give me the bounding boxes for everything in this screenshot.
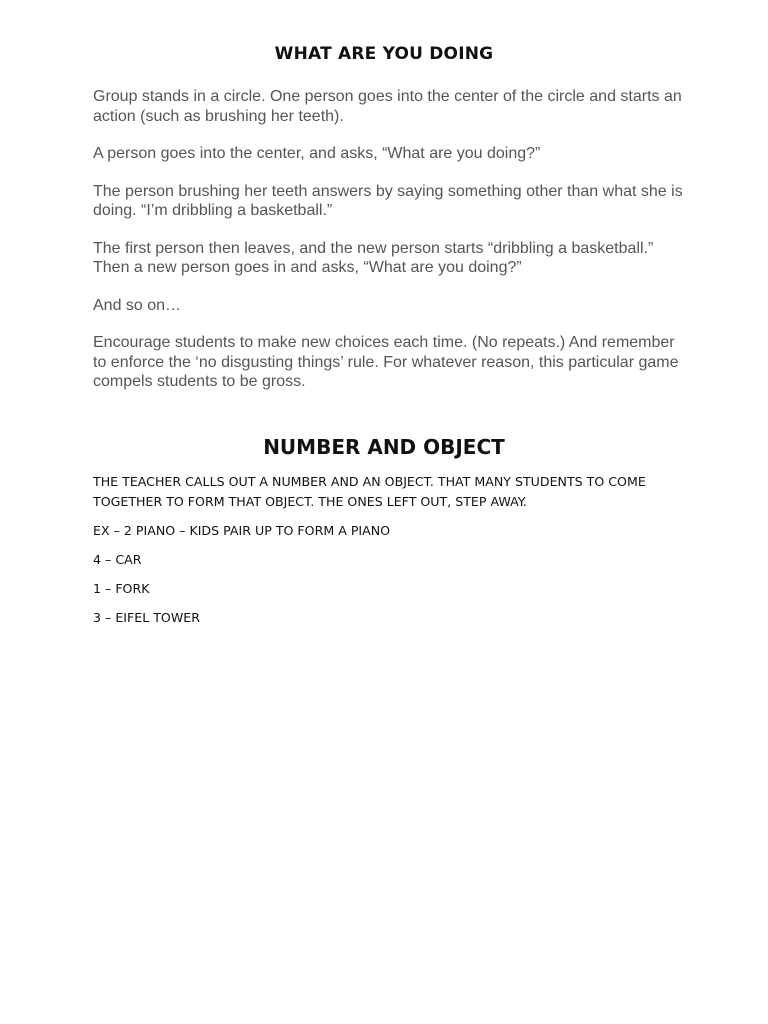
list-item: 3 – EIFEL TOWER: [93, 610, 200, 625]
paragraph: The person brushing her teeth answers by saying something other than what she is doing. “I’m dribbling a basketball.”: [93, 182, 683, 219]
section-number-and-object: [93, 472, 683, 637]
paragraph: Group stands in a circle. One person goes into the center of the circle and starts an action (such as brushing her teeth).: [93, 88, 682, 125]
section-title-what-are-you-doing: WHAT ARE YOU DOING: [274, 44, 494, 64]
list-item: 4 – CAR: [93, 552, 142, 567]
paragraph: THE TEACHER CALLS OUT A NUMBER AND AN OBJECT. THAT MANY STUDENTS TO COME TOGETHER TO FORM THAT OBJECT. THE ONES LEFT OUT, STEP AWAY.: [93, 474, 646, 509]
list-item: 1 – FORK: [93, 581, 150, 596]
paragraph: Encourage students to make new choices each time. (No repeats.) And remember to enforce the ‘no disgusting things’ rule. For whatever reason, this particular game compels students to be gross.: [93, 334, 679, 390]
paragraph: And so on…: [93, 296, 182, 314]
paragraph: A person goes into the center, and asks, “What are you doing?”: [93, 145, 541, 162]
section-title-number-and-object: NUMBER AND OBJECT: [263, 435, 505, 459]
list-item: EX – 2 PIANO – KIDS PAIR UP TO FORM A PIANO: [93, 523, 391, 538]
section-what-are-you-doing: [93, 87, 683, 410]
paragraph: The first person then leaves, and the new person starts “dribbling a basketball.” Then a new person goes in and asks, “What are you doing?”: [93, 239, 654, 276]
